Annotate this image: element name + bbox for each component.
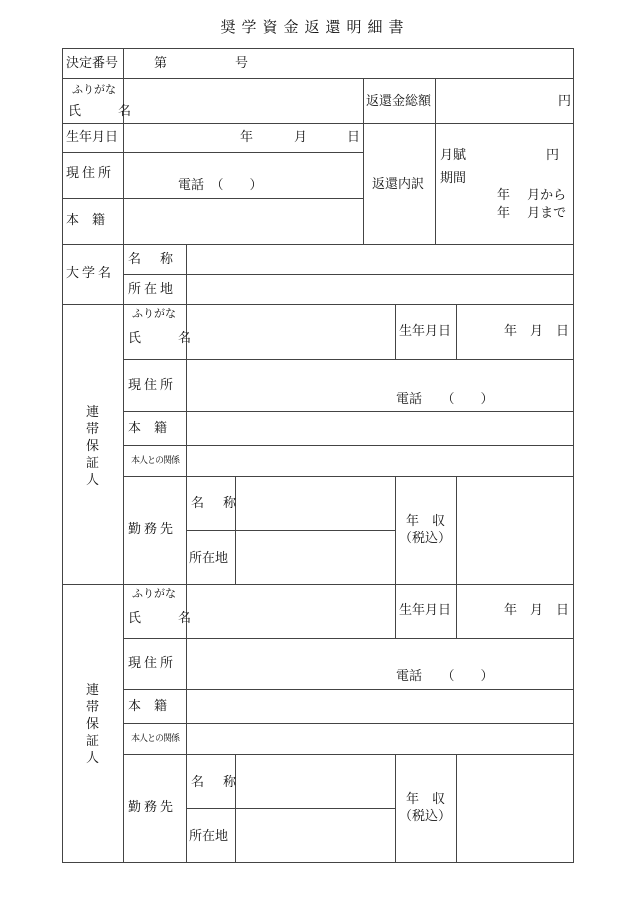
name-field[interactable] [124, 79, 363, 123]
g2-income-note: （税込） [399, 809, 452, 824]
g1-work-location-label: 所在地 [189, 551, 229, 566]
g2-birthdate-label: 生年月日 [399, 603, 452, 618]
rule [395, 754, 396, 863]
g1-birthdate-ymd: 年 月 日 [504, 324, 570, 339]
g1-work-name-label: 名 称 [191, 496, 240, 511]
period-to-label: 年 月まで [497, 206, 567, 221]
monthly-label: 月賦 [440, 148, 467, 163]
border-right [573, 48, 574, 863]
g1-work-location-field[interactable] [236, 531, 395, 584]
g1-name-label: 氏 名 [128, 331, 204, 346]
g2-income-label: 年 収 [406, 792, 446, 807]
g2-honseki-label: 本 籍 [128, 699, 168, 714]
day-label: 日 [347, 130, 361, 145]
period-from-label: 年 月から [497, 188, 567, 203]
g1-address-label: 現住所 [128, 378, 177, 393]
g2-work-name-label: 名 称 [191, 775, 240, 790]
border-left [62, 48, 63, 863]
university-label: 大学名 [66, 266, 115, 281]
rule [395, 476, 396, 584]
honseki-field[interactable] [124, 199, 363, 244]
g2-work-location-label: 所在地 [189, 829, 229, 844]
period-label: 期間 [440, 171, 467, 186]
furigana-label: ふりがな [72, 83, 116, 96]
university-location-field[interactable] [187, 275, 573, 304]
rule [395, 304, 396, 359]
g2-phone-label: 電話 （ ） [396, 669, 494, 684]
g2-name-field[interactable] [187, 585, 395, 638]
g2-furigana-label: ふりがな [132, 587, 176, 600]
g1-furigana-label: ふりがな [132, 307, 176, 320]
g2-work-name-field[interactable] [236, 755, 395, 808]
g1-income-label: 年 収 [406, 514, 446, 529]
birthdate-label: 生年月日 [66, 130, 119, 145]
g2-income-field[interactable] [457, 755, 573, 862]
g2-name-label: 氏 名 [128, 611, 204, 626]
honseki-label: 本 籍 [66, 213, 106, 228]
name-label: 氏 名 [68, 104, 144, 119]
g1-work-name-field[interactable] [236, 477, 395, 530]
g2-birthdate-ymd: 年 月 日 [504, 603, 570, 618]
month-label: 月 [294, 130, 308, 145]
g2-work-label: 勤務先 [128, 800, 177, 815]
decision-number-label: 決定番号 [66, 56, 119, 71]
g1-honseki-label: 本 籍 [128, 421, 168, 436]
g1-honseki-field[interactable] [187, 412, 573, 445]
g2-relation-field[interactable] [187, 724, 573, 754]
g2-honseki-field[interactable] [187, 690, 573, 723]
g2-address-field[interactable] [187, 639, 573, 689]
total-amount-field[interactable] [436, 79, 573, 123]
go-label: 号 [235, 56, 249, 71]
address-label: 現住所 [66, 166, 115, 181]
g1-phone-label: 電話 （ ） [396, 392, 494, 407]
total-amount-label: 返還金総額 [366, 94, 432, 109]
g2-section-label: 連帯保証人 [86, 683, 100, 766]
g1-address-field[interactable] [187, 360, 573, 411]
g1-income-note: （税込） [399, 531, 452, 546]
g1-work-label: 勤務先 [128, 522, 177, 537]
decision-number-field[interactable] [124, 49, 573, 78]
university-location-label: 所在地 [128, 282, 177, 297]
g2-work-location-field[interactable] [236, 809, 395, 862]
phone-label: 電話 （ ） [178, 178, 263, 193]
rule [395, 584, 396, 638]
rule [363, 78, 364, 245]
g1-income-field[interactable] [457, 477, 573, 584]
university-name-label: 名 称 [128, 252, 177, 267]
rule [123, 244, 124, 863]
g2-address-label: 現住所 [128, 656, 177, 671]
yen-label: 円 [558, 94, 572, 109]
g2-relation-label: 本人との関係 [131, 734, 180, 744]
g1-birthdate-label: 生年月日 [399, 324, 452, 339]
g1-name-field[interactable] [187, 305, 395, 359]
year-label: 年 [240, 130, 254, 145]
monthly-yen-label: 円 [546, 148, 560, 163]
university-name-field[interactable] [187, 245, 573, 274]
breakdown-label: 返還内訳 [372, 177, 425, 192]
g1-relation-field[interactable] [187, 446, 573, 476]
border-bottom [62, 862, 574, 863]
dai-label: 第 [154, 56, 168, 71]
g1-section-label: 連帯保証人 [86, 405, 100, 488]
form-title: 奨学資金返還明細書 [220, 18, 410, 36]
g1-relation-label: 本人との関係 [131, 456, 180, 466]
